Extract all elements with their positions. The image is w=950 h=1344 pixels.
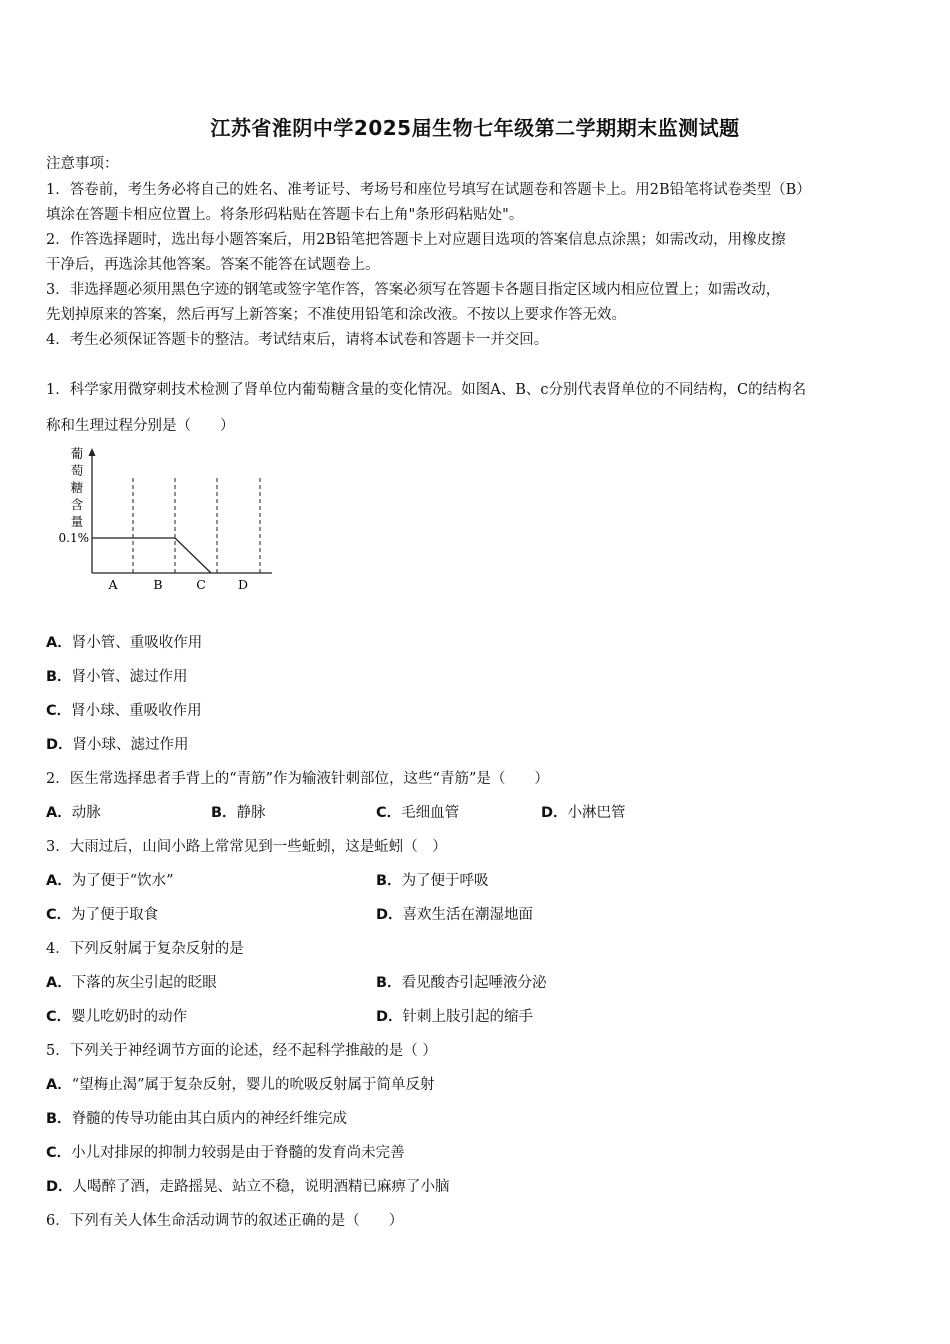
option-label: D．	[376, 907, 403, 923]
y-axis-label	[71, 446, 84, 529]
x-tick-label: A	[108, 577, 118, 592]
option-label: A．	[46, 805, 72, 821]
option-label: A．	[46, 975, 72, 991]
glucose-series-line	[92, 538, 211, 573]
glucose-chart	[50, 444, 280, 596]
y-label-char: 含	[70, 497, 84, 512]
q4-options-row1	[46, 971, 906, 991]
option-text: 肾小管、滤过作用	[71, 669, 188, 685]
q4-option-a[interactable]	[46, 971, 217, 992]
option-label: C．	[46, 1009, 72, 1025]
q5-option-b[interactable]	[46, 1107, 347, 1128]
q1-stem-line1: 1．科学家用微穿刺技术检测了肾单位内葡萄糖含量的变化情况。如图A、B、c分别代表肾单位的不同结构，C的结构名	[46, 382, 807, 398]
option-label: B．	[211, 805, 237, 821]
q5-stem: 5．下列关于神经调节方面的论述，经不起科学推敲的是（ ）	[46, 1043, 437, 1059]
notice-line: 4．考生必须保证答题卡的整洁。考试结束后，请将本试卷和答题卡一并交回。	[46, 332, 549, 348]
option-text: 小儿对排尿的抑制力较弱是由于脊髓的发育尚未完善	[71, 1145, 405, 1161]
option-text: 脊髓的传导功能由其白质内的神经纤维完成	[71, 1111, 348, 1127]
option-label: C．	[46, 703, 72, 719]
option-text: 毛细血管	[401, 805, 460, 821]
q2-options	[46, 801, 906, 821]
q5-option-d[interactable]	[46, 1175, 450, 1196]
q6-stem: 6．下列有关人体生命活动调节的叙述正确的是（ ）	[46, 1213, 404, 1229]
option-label: A．	[46, 635, 72, 651]
option-label: B．	[46, 669, 72, 685]
notice-line: 3．非选择题必须用黑色字迹的钢笔或签字笔作答，答案必须写在答题卡各题目指定区域内相应位置上；如需改动，	[46, 282, 781, 298]
option-label: B．	[376, 975, 402, 991]
option-text: 人喝醉了酒，走路摇晃、站立不稳，说明酒精已麻痹了小脑	[72, 1179, 450, 1195]
y-axis-arrow	[89, 448, 96, 456]
option-text: 下落的灰尘引起的眨眼	[71, 975, 217, 991]
q2-option-d[interactable]	[541, 801, 626, 822]
x-tick-label: D	[237, 577, 249, 592]
option-text: 婴儿吃奶时的动作	[71, 1009, 188, 1025]
q2-option-b[interactable]	[211, 801, 266, 822]
q3-stem: 3．大雨过后，山间小路上常常见到一些蚯蚓，这是蚯蚓（ ）	[46, 839, 447, 855]
x-tick-label: B	[153, 577, 163, 592]
option-label: D．	[376, 1009, 403, 1025]
option-label: D．	[46, 737, 73, 753]
q3-option-d[interactable]	[376, 903, 533, 924]
notice-line: 填涂在答题卡相应位置上。将条形码粘贴在答题卡右上角"条形码粘贴处"。	[46, 207, 524, 223]
q4-option-c[interactable]	[46, 1005, 187, 1026]
option-label: A．	[46, 1077, 72, 1093]
option-label: C．	[46, 1145, 72, 1161]
notice-heading: 注意事项：	[46, 156, 119, 172]
page-title: 江苏省淮阴中学2025届生物七年级第二学期期末监测试题	[210, 116, 740, 140]
x-tick-label: C	[196, 577, 206, 592]
q2-option-c[interactable]	[376, 801, 459, 822]
q3-option-c[interactable]	[46, 903, 158, 924]
option-label: B．	[376, 873, 402, 889]
option-label: C．	[376, 805, 402, 821]
notice-line: 干净后，再选涂其他答案。答案不能答在试题卷上。	[46, 257, 380, 273]
notice-line: 先划掉原来的答案，然后再写上新答案；不准使用铅笔和涂改液。不按以上要求作答无效。	[46, 307, 626, 323]
q5-option-c[interactable]	[46, 1141, 405, 1162]
q1-option-b[interactable]	[46, 665, 188, 686]
option-label: D．	[541, 805, 568, 821]
q4-option-d[interactable]	[376, 1005, 533, 1026]
option-text: 静脉	[236, 805, 266, 821]
q3-option-b[interactable]	[376, 869, 489, 890]
q4-stem: 4．下列反射属于复杂反射的是	[46, 941, 244, 957]
q1-option-d[interactable]	[46, 733, 189, 754]
y-label-char: 葡	[70, 446, 84, 461]
q2-stem: 2．医生常选择患者手背上的“青筋”作为输液针刺部位，这些“青筋”是（ ）	[46, 771, 549, 787]
y-tick-label: 0.1%	[58, 531, 89, 545]
option-text: 肾小球、滤过作用	[72, 737, 189, 753]
option-label: A．	[46, 873, 72, 889]
option-text: 肾小球、重吸收作用	[71, 703, 202, 719]
q3-options-row2	[46, 903, 906, 923]
q3-option-a[interactable]	[46, 869, 174, 890]
option-text: 看见酸杏引起唾液分泌	[401, 975, 547, 991]
notice-line: 1．答卷前，考生务必将自己的姓名、准考证号、考场号和座位号填写在试题卷和答题卡上。用2B铅笔将试卷类型（B）	[46, 182, 811, 198]
y-label-char: 糖	[70, 480, 84, 495]
option-text: 动脉	[71, 805, 101, 821]
option-text: 为了便于取食	[71, 907, 159, 923]
option-text: 喜欢生活在潮湿地面	[402, 907, 534, 923]
q5-option-a[interactable]	[46, 1073, 435, 1094]
q1-stem-line2: 称和生理过程分别是（ ）	[46, 418, 235, 434]
q3-options-row1	[46, 869, 906, 889]
option-label: C．	[46, 907, 72, 923]
y-label-char: 萄	[70, 463, 84, 478]
option-text: 为了便于“饮水”	[71, 873, 174, 889]
option-text: 针刺上肢引起的缩手	[402, 1009, 534, 1025]
option-label: B．	[46, 1111, 72, 1127]
option-text: 小淋巴管	[567, 805, 626, 821]
notice-line: 2．作答选择题时，选出每小题答案后，用2B铅笔把答题卡上对应题目选项的答案信息点涂黑；如需改动，用橡皮擦	[46, 232, 786, 248]
option-text: “望梅止渴”属于复杂反射，婴儿的吮吸反射属于简单反射	[71, 1077, 435, 1093]
option-label: D．	[46, 1179, 73, 1195]
q1-option-a[interactable]	[46, 631, 202, 652]
q4-option-b[interactable]	[376, 971, 547, 992]
q2-option-a[interactable]	[46, 801, 101, 822]
option-text: 肾小管、重吸收作用	[71, 635, 203, 651]
y-label-char: 量	[70, 514, 84, 529]
q4-options-row2	[46, 1005, 906, 1025]
q1-option-c[interactable]	[46, 699, 202, 720]
option-text: 为了便于呼吸	[401, 873, 489, 889]
